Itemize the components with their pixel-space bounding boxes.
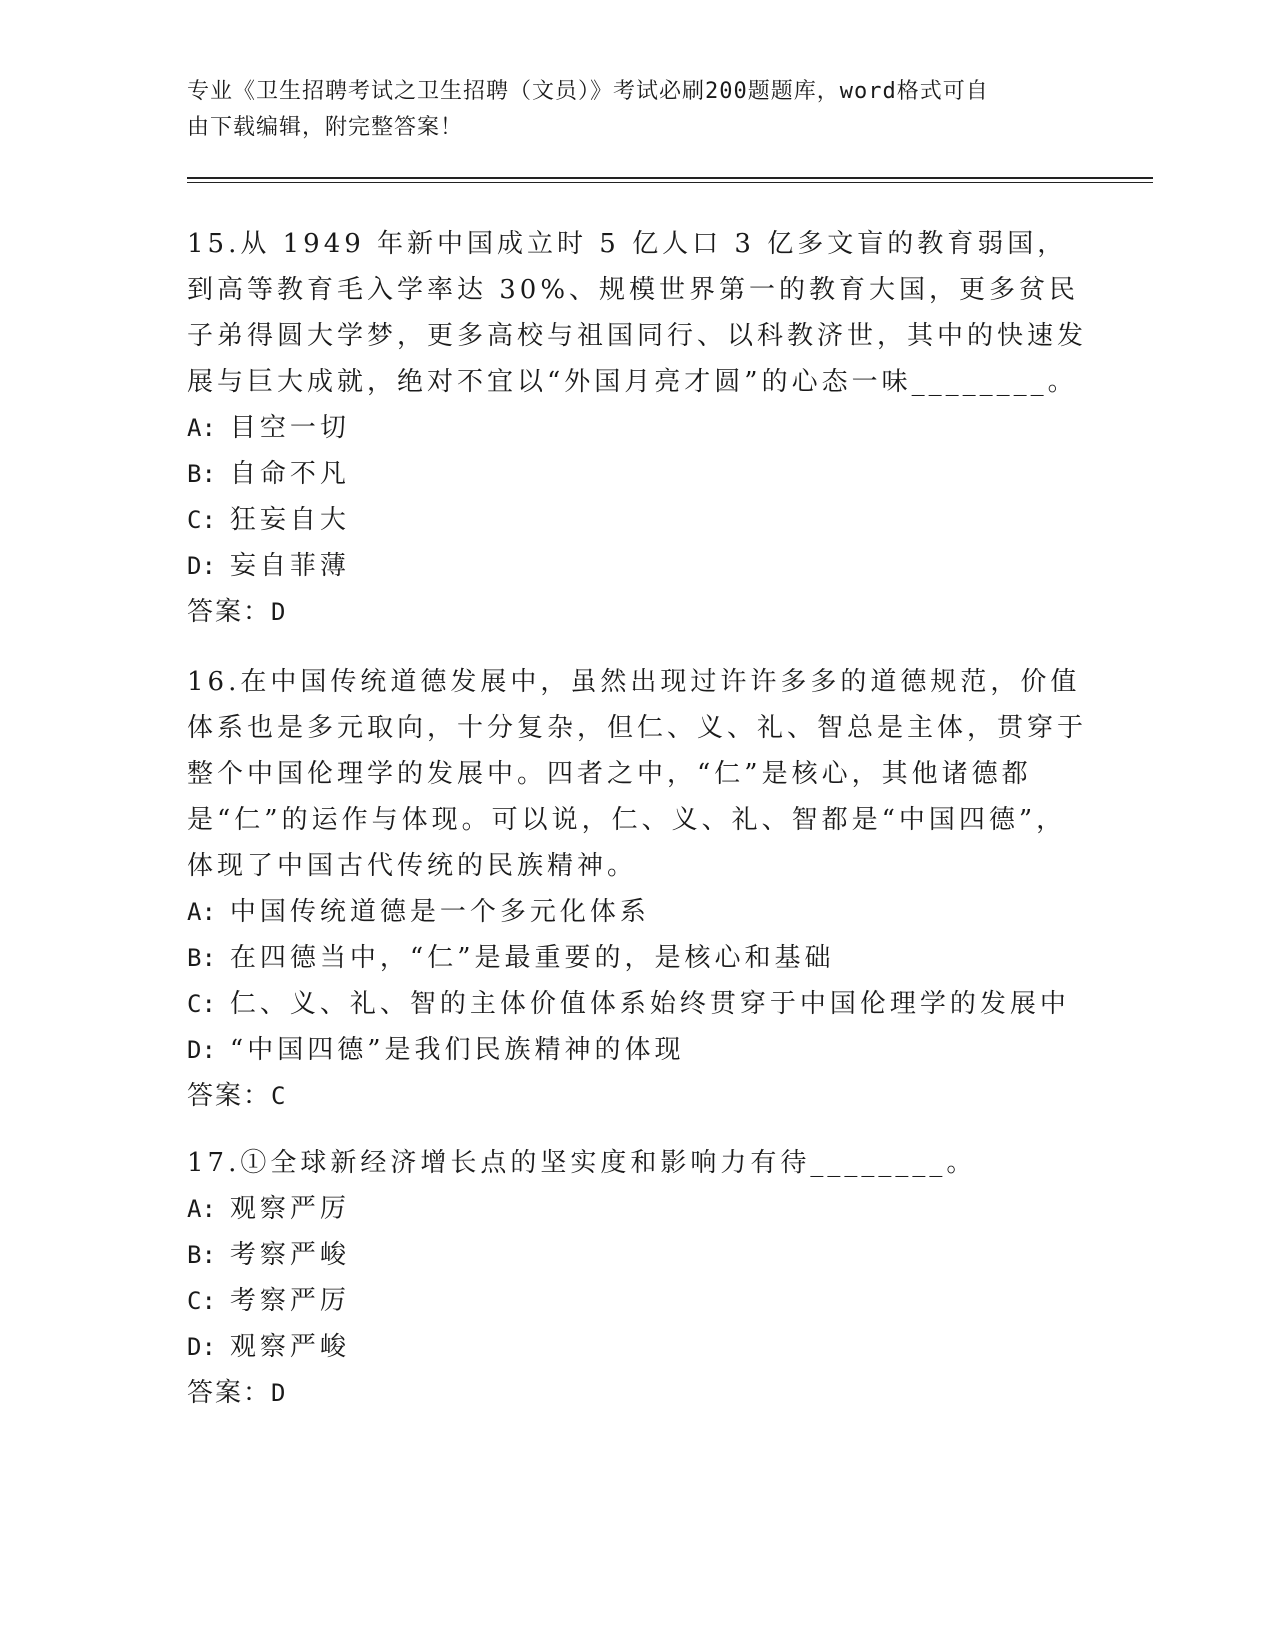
option-letter: C (187, 1287, 202, 1315)
option-c (187, 981, 1087, 1027)
option-d (187, 1324, 1087, 1370)
option-separator: : (201, 414, 216, 442)
option-a (187, 405, 1087, 451)
option-d (187, 1027, 1087, 1073)
option-a (187, 889, 1087, 935)
option-letter: B (187, 460, 202, 488)
option-letter: B (187, 944, 202, 972)
header-divider-thick (187, 177, 1153, 179)
option-a (187, 1186, 1087, 1232)
answer-label: 答案： (187, 1081, 272, 1111)
answer-value: D (271, 1379, 288, 1407)
answer (187, 1370, 1087, 1416)
option-letter: C (187, 990, 202, 1018)
option-separator: : (201, 460, 216, 488)
option-d (187, 543, 1087, 589)
option-letter: A (187, 1195, 202, 1223)
answer (187, 589, 1087, 635)
option-letter: D (187, 1036, 202, 1064)
answer-label: 答案： (187, 1378, 272, 1408)
option-text: “中国四德”是我们民族精神的体现 (229, 1035, 685, 1065)
option-letter: C (187, 506, 202, 534)
option-text: 狂妄自大 (229, 505, 350, 535)
option-b (187, 935, 1087, 981)
option-text: 考察严厉 (229, 1286, 350, 1316)
header-divider-thin (187, 182, 1153, 183)
option-c (187, 497, 1087, 543)
option-text: 妄自菲薄 (229, 551, 350, 581)
answer-value: C (271, 1082, 288, 1110)
option-separator: : (201, 898, 216, 926)
option-text: 目空一切 (229, 413, 350, 443)
question-stem: 16.在中国传统道德发展中，虽然出现过许许多多的道德规范，价值体系也是多元取向，十分复杂，但仁、义、礼、智总是主体，贯穿于整个中国伦理学的发展中。四者之中，“仁”是核心，其他诸德都是“仁”的运作与体现。可以说，仁、义、礼、智都是“中国四德”，体现了中国古代传统的民族精神。 (187, 667, 1088, 881)
option-letter: D (187, 552, 202, 580)
option-separator: : (201, 1333, 216, 1361)
option-text: 观察严厉 (229, 1194, 350, 1224)
option-letter: D (187, 1333, 202, 1361)
option-b (187, 1232, 1087, 1278)
question-16 (187, 659, 1087, 1119)
option-letter: B (187, 1241, 202, 1269)
option-separator: : (201, 1195, 216, 1223)
header-line-2: 由下载编辑，附完整答案！ (187, 115, 464, 140)
option-separator: : (201, 1287, 216, 1315)
option-letter: A (187, 414, 202, 442)
option-separator: : (201, 990, 216, 1018)
option-text: 中国传统道德是一个多元化体系 (229, 897, 650, 927)
question-stem: 15.从 1949 年新中国成立时 5 亿人口 3 亿多文盲的教育弱国，到高等教育毛入学率达 30%、规模世界第一的教育大国，更多贫民子弟得圆大学梦，更多高校与祖国同行、以科教济世，其中的快速发展与巨大成就，绝对不宜以“外国月亮才圆”的心态一味________。 (187, 229, 1088, 397)
document-header (187, 74, 1067, 146)
option-separator: : (201, 1036, 216, 1064)
answer (187, 1073, 1087, 1119)
answer-value: D (271, 598, 288, 626)
option-b (187, 451, 1087, 497)
option-separator: : (201, 944, 216, 972)
question-stem: 17.①全球新经济增长点的坚实度和影响力有待________。 (187, 1148, 977, 1178)
question-15 (187, 221, 1087, 635)
option-separator: : (201, 552, 216, 580)
option-c (187, 1278, 1087, 1324)
option-separator: : (201, 1241, 216, 1269)
option-text: 仁、义、礼、智的主体价值体系始终贯穿于中国伦理学的发展中 (229, 989, 1070, 1019)
header-line-1: 专业《卫生招聘考试之卫生招聘（文员）》考试必刷200题题库，word格式可自 (187, 79, 989, 104)
question-17 (187, 1140, 1087, 1416)
option-text: 自命不凡 (229, 459, 350, 489)
option-letter: A (187, 898, 202, 926)
option-separator: : (201, 506, 216, 534)
option-text: 考察严峻 (229, 1240, 350, 1270)
answer-label: 答案： (187, 597, 272, 627)
option-text: 在四德当中，“仁”是最重要的，是核心和基础 (229, 943, 835, 973)
option-text: 观察严峻 (229, 1332, 350, 1362)
